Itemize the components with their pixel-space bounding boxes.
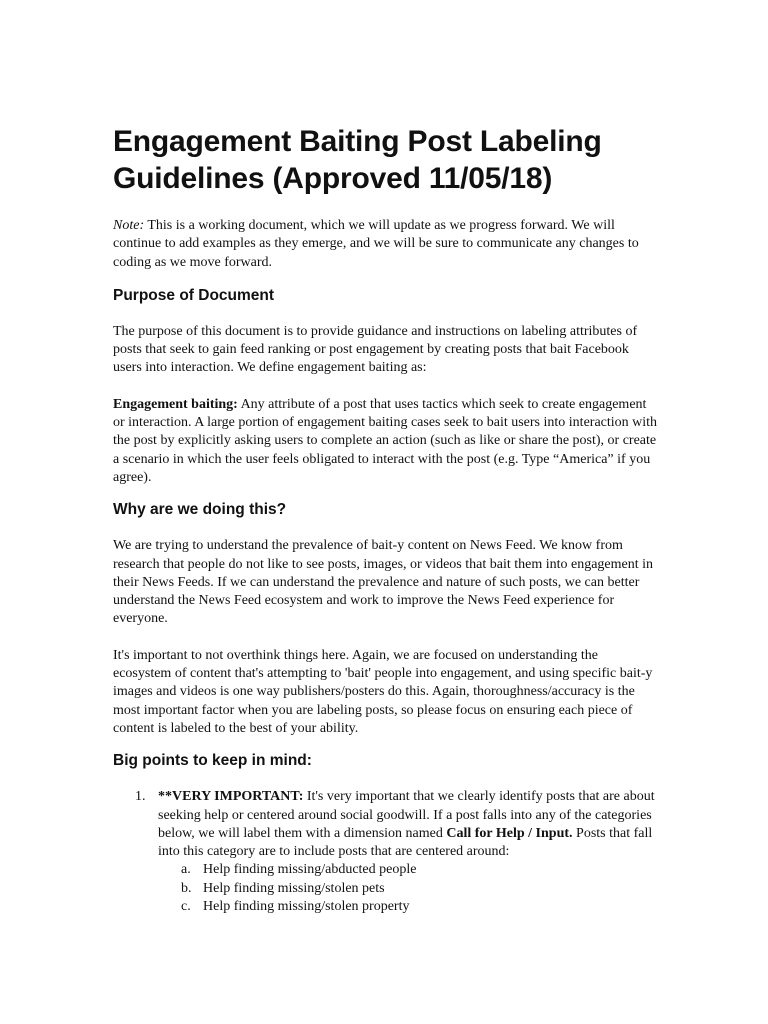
list-item-text-a: It's very important that we clearly identify posts that are about seeking help or centered around social goodwill. If a post falls into any of the categories below, we will label them with a dimension named	[158, 789, 655, 841]
definition-text: Any attribute of a post that uses tactics which seek to create engagement or interaction. A large portion of engagement baiting cases seek to bait users into interaction with the post by explicitly asking users to complete an action (such as like or share the post), or create a scenario in which the user feels obligated to interact with the post (e.g. Type “America” if you agree).	[113, 396, 658, 485]
sub-item-letter: c.	[181, 899, 191, 915]
why-heading: Why are we doing this?	[113, 501, 287, 519]
document-body	[113, 123, 658, 916]
list-item-text-b: Posts that fall into this category are to include posts that are centered around:	[158, 825, 653, 860]
sub-item-text: Help finding missing/abducted people	[203, 862, 417, 878]
purpose-paragraph: The purpose of this document is to provide guidance and instructions on labeling attributes of posts that seek to gain feed ranking or post engagement by creating posts that bait Facebook users into interaction. We define engagement baiting as:	[113, 323, 638, 376]
sub-list-item	[158, 861, 658, 879]
document-title: Engagement Baiting Post Labeling Guidelines (Approved 11/05/18)	[113, 125, 602, 195]
why-paragraph-1: We are trying to understand the prevalence of bait-y content on News Feed. We know from research that people do not like to see posts, images, or videos that bait them into engagement in their News Feeds. If we can understand the prevalence and nature of such posts, we can better understand the News Feed ecosystem and work to improve the News Feed experience for everyone.	[113, 538, 654, 627]
note-paragraph	[113, 217, 658, 272]
list-item-bold-lead: **VERY IMPORTANT:	[158, 789, 304, 805]
purpose-heading: Purpose of Document	[113, 286, 275, 304]
sub-list	[158, 861, 658, 916]
definition-paragraph	[113, 396, 658, 487]
sub-item-text: Help finding missing/stolen property	[203, 899, 410, 915]
why-paragraph-2: It's important to not overthink things here. Again, we are focused on understanding the ecosystem of content that's attempting to 'bait' people into engagement, and using specific bait-y images and videos is one way publishers/posters do this. Again, thoroughness/accuracy is the most important factor when you are labeling posts, so please focus on ensuring each piece of content is labeled to the best of your ability.	[113, 647, 653, 736]
definition-term: Engagement baiting:	[113, 396, 238, 412]
note-label: Note:	[113, 218, 145, 233]
sub-item-letter: a.	[181, 862, 191, 878]
list-item	[113, 788, 658, 916]
list-item-number: 1.	[135, 789, 146, 805]
sub-list-item	[158, 880, 658, 898]
list-item-bold-mid: Call for Help / Input.	[446, 825, 573, 841]
note-text: This is a working document, which we will update as we progress forward. We will continue to add examples as they emerge, and we will be sure to communicate any changes to coding as we move forward.	[113, 218, 639, 270]
sub-list-item	[158, 898, 658, 916]
sub-item-text: Help finding missing/stolen pets	[203, 880, 385, 896]
big-points-heading: Big points to keep in mind:	[113, 752, 312, 770]
big-points-list	[113, 788, 658, 916]
list-item-content	[158, 789, 655, 859]
sub-item-letter: b.	[181, 880, 192, 896]
